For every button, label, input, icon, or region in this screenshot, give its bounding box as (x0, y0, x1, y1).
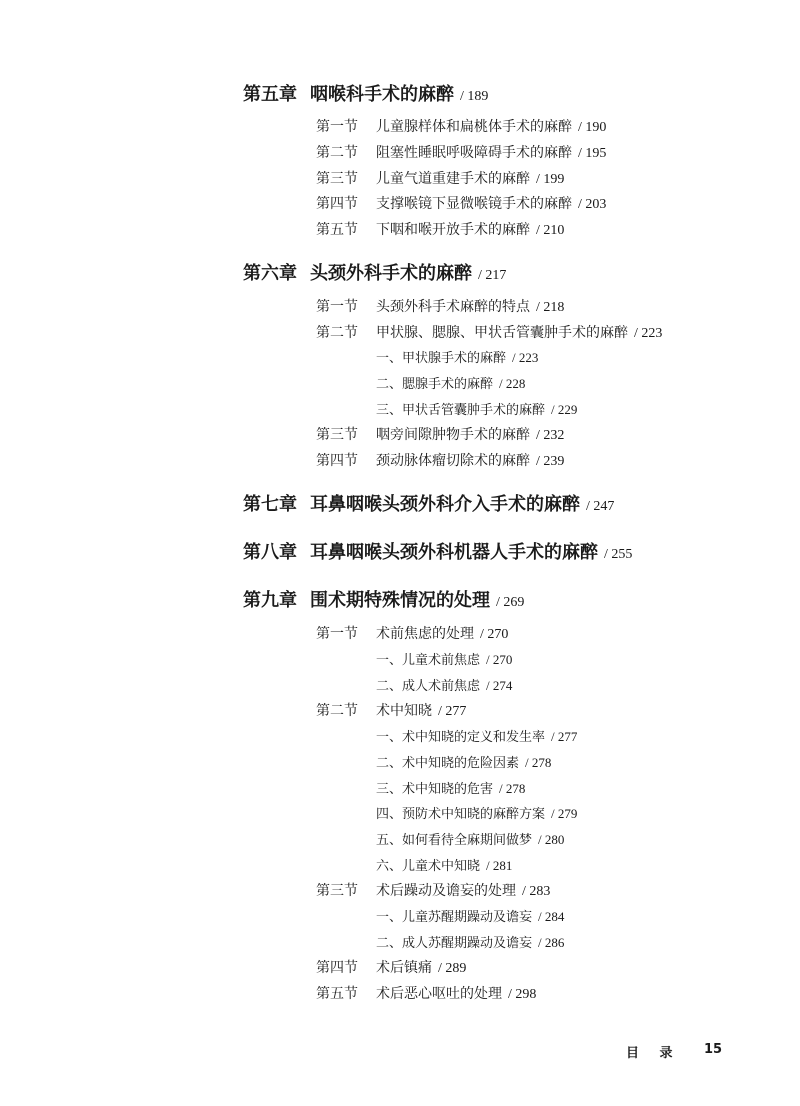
subsection-title: 四、预防术中知晓的麻醉方案 (376, 807, 546, 822)
subsection-page: / 223 (512, 350, 539, 365)
section-title: 术后恶心呕吐的处理 (376, 986, 502, 1002)
section-page: / 203 (578, 197, 607, 212)
chapter-page: / 269 (496, 595, 525, 610)
subsection-page: / 281 (486, 858, 513, 873)
section-page: / 199 (536, 172, 565, 187)
section-number: 第二节 (316, 145, 358, 161)
chapter-page: / 217 (478, 268, 507, 283)
subsection-title: 五、如何看待全麻期间做梦 (376, 833, 533, 848)
toc-entry[interactable] (316, 454, 564, 469)
section-page: / 270 (480, 627, 509, 642)
toc-subentry[interactable] (376, 653, 512, 667)
toc-subentry[interactable] (376, 756, 551, 770)
toc-subentry[interactable] (376, 833, 564, 847)
chapter-title: 耳鼻咽喉头颈外科介入手术的麻醉 (310, 494, 580, 515)
section-number: 第一节 (316, 299, 358, 315)
toc-subentry[interactable] (376, 782, 525, 796)
subsection-title: 三、甲状舌管囊肿手术的麻醉 (376, 403, 546, 418)
section-title: 甲状腺、腮腺、甲状舌管囊肿手术的麻醉 (376, 325, 628, 341)
section-page: / 298 (508, 987, 537, 1002)
toc-entry[interactable] (316, 326, 662, 341)
section-title: 术后镇痛 (376, 960, 432, 976)
toc-subentry[interactable] (376, 351, 538, 365)
section-page: / 239 (536, 454, 565, 469)
toc-subentry[interactable] (376, 377, 525, 391)
chapter-page: / 255 (604, 547, 633, 562)
subsection-title: 六、儿童术中知晓 (376, 859, 481, 874)
section-title: 头颈外科手术麻醉的特点 (376, 299, 530, 315)
section-title: 儿童腺样体和扁桃体手术的麻醉 (376, 119, 572, 135)
toc-entry[interactable] (316, 223, 564, 238)
subsection-page: / 278 (499, 781, 526, 796)
toc-entry[interactable] (316, 884, 550, 899)
subsection-page: / 270 (486, 652, 513, 667)
chapter-9-heading[interactable] (243, 592, 524, 610)
toc-subentry[interactable] (376, 807, 577, 821)
chapter-number: 第七章 (243, 494, 297, 515)
section-page: / 232 (536, 428, 565, 443)
toc-subentry[interactable] (376, 859, 512, 873)
subsection-title: 三、术中知晓的危害 (376, 782, 494, 797)
chapter-5-heading[interactable] (243, 86, 488, 104)
subsection-title: 二、成人苏醒期躁动及谵妄 (376, 936, 533, 951)
chapter-title: 耳鼻咽喉头颈外科机器人手术的麻醉 (310, 542, 598, 563)
toc-entry[interactable] (316, 428, 564, 443)
subsection-title: 二、术中知晓的危险因素 (376, 756, 520, 771)
chapter-title: 咽喉科手术的麻醉 (310, 84, 454, 105)
section-title: 术前焦虑的处理 (376, 626, 474, 642)
section-title: 支撑喉镜下显微喉镜手术的麻醉 (376, 196, 572, 212)
toc-entry[interactable] (316, 120, 606, 135)
section-page: / 277 (438, 704, 467, 719)
section-title: 术后躁动及谵妄的处理 (376, 883, 516, 899)
chapter-page: / 189 (460, 89, 489, 104)
section-page: / 195 (578, 146, 607, 161)
subsection-page: / 278 (525, 755, 552, 770)
chapter-number: 第八章 (243, 542, 297, 563)
subsection-page: / 228 (499, 376, 526, 391)
chapter-number: 第九章 (243, 590, 297, 611)
section-title: 儿童气道重建手术的麻醉 (376, 171, 530, 187)
subsection-page: / 286 (538, 935, 565, 950)
chapter-7-heading[interactable] (243, 496, 614, 514)
toc-entry[interactable] (316, 961, 466, 976)
toc-subentry[interactable] (376, 403, 577, 417)
section-number: 第二节 (316, 703, 358, 719)
section-title: 术中知晓 (376, 703, 432, 719)
section-page: / 218 (536, 300, 565, 315)
section-number: 第一节 (316, 119, 358, 135)
section-title: 阻塞性睡眠呼吸障碍手术的麻醉 (376, 145, 572, 161)
chapter-page: / 247 (586, 499, 615, 514)
chapter-title: 头颈外科手术的麻醉 (310, 263, 472, 284)
section-title: 咽旁间隙肿物手术的麻醉 (376, 427, 530, 443)
running-footer-label: 目 录 (626, 1046, 681, 1061)
section-number: 第四节 (316, 196, 358, 212)
subsection-title: 一、术中知晓的定义和发生率 (376, 730, 546, 745)
subsection-title: 一、儿童术前焦虑 (376, 653, 481, 668)
section-number: 第四节 (316, 453, 358, 469)
toc-subentry[interactable] (376, 936, 564, 950)
toc-entry[interactable] (316, 172, 564, 187)
section-title: 下咽和喉开放手术的麻醉 (376, 222, 530, 238)
subsection-page: / 280 (538, 832, 565, 847)
chapter-6-heading[interactable] (243, 265, 506, 283)
chapter-title: 围术期特殊情况的处理 (310, 590, 490, 611)
chapter-8-heading[interactable] (243, 544, 632, 562)
subsection-page: / 274 (486, 678, 513, 693)
section-number: 第四节 (316, 960, 358, 976)
toc-subentry[interactable] (376, 910, 564, 924)
section-page: / 190 (578, 120, 607, 135)
toc-subentry[interactable] (376, 679, 512, 693)
toc-entry[interactable] (316, 146, 606, 161)
toc-entry[interactable] (316, 987, 536, 1002)
toc-subentry[interactable] (376, 730, 577, 744)
toc-entry[interactable] (316, 197, 606, 212)
section-page: / 289 (438, 961, 467, 976)
subsection-page: / 277 (551, 729, 578, 744)
section-page: / 283 (522, 884, 551, 899)
section-page: / 223 (634, 326, 663, 341)
toc-entry[interactable] (316, 627, 508, 642)
section-title: 颈动脉体瘤切除术的麻醉 (376, 453, 530, 469)
subsection-page: / 284 (538, 909, 565, 924)
subsection-title: 一、甲状腺手术的麻醉 (376, 351, 507, 366)
chapter-number: 第五章 (243, 84, 297, 105)
subsection-title: 一、儿童苏醒期躁动及谵妄 (376, 910, 533, 925)
toc-entry[interactable] (316, 704, 466, 719)
section-number: 第一节 (316, 626, 358, 642)
subsection-title: 二、腮腺手术的麻醉 (376, 377, 494, 392)
section-number: 第三节 (316, 171, 358, 187)
section-number: 第三节 (316, 427, 358, 443)
chapter-number: 第六章 (243, 263, 297, 284)
subsection-title: 二、成人术前焦虑 (376, 679, 481, 694)
section-page: / 210 (536, 223, 565, 238)
subsection-page: / 279 (551, 806, 578, 821)
page-number: 15 (704, 1042, 723, 1057)
section-number: 第三节 (316, 883, 358, 899)
toc-entry[interactable] (316, 300, 564, 315)
subsection-page: / 229 (551, 402, 578, 417)
section-number: 第五节 (316, 986, 358, 1002)
section-number: 第五节 (316, 222, 358, 238)
section-number: 第二节 (316, 325, 358, 341)
